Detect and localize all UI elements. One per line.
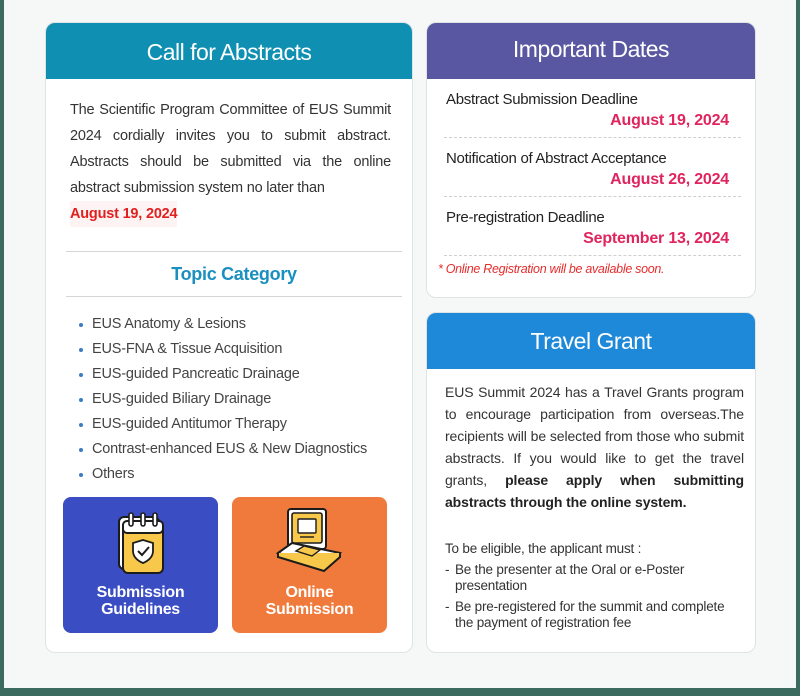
topic-list xyxy=(76,312,412,487)
guidelines-label-2: Guidelines xyxy=(101,601,180,618)
travel-grant-bold: please apply when submitting abstracts through the online system. xyxy=(445,472,744,510)
requirement-item: - Be the presenter at the Oral or e-Poster presentation xyxy=(445,562,745,594)
topic-item: EUS-guided Antitumor Therapy xyxy=(76,412,412,437)
call-for-abstracts-card xyxy=(45,22,413,653)
date-row xyxy=(444,138,741,197)
important-dates-card xyxy=(426,22,756,298)
important-dates-title: Important Dates xyxy=(427,23,755,79)
call-for-abstracts-text xyxy=(46,79,412,227)
topic-item: EUS-FNA & Tissue Acquisition xyxy=(76,337,412,362)
date-value: August 26, 2024 xyxy=(610,171,729,188)
topic-item: EUS-guided Pancreatic Drainage xyxy=(76,362,412,387)
registration-note: * Online Registration will be available soon. xyxy=(438,262,665,276)
date-row xyxy=(444,197,741,256)
guidelines-label-1: Submission xyxy=(96,584,185,601)
calendar-check-icon xyxy=(113,505,169,581)
travel-grant-text xyxy=(427,369,755,513)
topic-item: Contrast-enhanced EUS & New Diagnostics xyxy=(76,437,412,462)
abstract-deadline: August 19, 2024 xyxy=(70,201,177,227)
intro-text: The Scientific Program Committee of EUS Summit 2024 cordially invites you to submit abstract. Abstracts should be submitted via the online abstract submission system no later than xyxy=(70,102,391,196)
travel-grant-card xyxy=(426,312,756,653)
date-value: September 13, 2024 xyxy=(583,230,729,247)
topic-item: EUS Anatomy & Lesions xyxy=(76,312,412,337)
travel-grant-title: Travel Grant xyxy=(427,313,755,369)
eligibility-intro: To be eligible, the applicant must : xyxy=(445,541,642,556)
requirement-item: - Be pre-registered for the summit and complete the payment of registration fee xyxy=(445,599,745,631)
topic-item: EUS-guided Biliary Drainage xyxy=(76,387,412,412)
laptop-document-icon xyxy=(274,505,346,581)
date-label: Pre-registration Deadline xyxy=(446,209,605,226)
online-label-2: Submission xyxy=(265,601,354,618)
topic-item: Others xyxy=(76,462,412,487)
topic-category-title: Topic Category xyxy=(66,251,402,297)
date-label: Notification of Abstract Acceptance xyxy=(446,150,667,167)
date-row xyxy=(444,79,741,138)
online-submission-button[interactable] xyxy=(232,497,387,633)
date-value: August 19, 2024 xyxy=(610,112,729,129)
submission-guidelines-button[interactable] xyxy=(63,497,218,633)
requirements-list xyxy=(445,562,745,631)
call-for-abstracts-title: Call for Abstracts xyxy=(46,23,412,79)
online-label-1: Online xyxy=(285,584,334,601)
date-label: Abstract Submission Deadline xyxy=(446,91,638,108)
travel-grant-body: EUS Summit 2024 has a Travel Grants program to encourage participation from overseas.The recipients will be selected from those who submit abstracts. If you would like to get the travel grants, xyxy=(445,384,744,488)
